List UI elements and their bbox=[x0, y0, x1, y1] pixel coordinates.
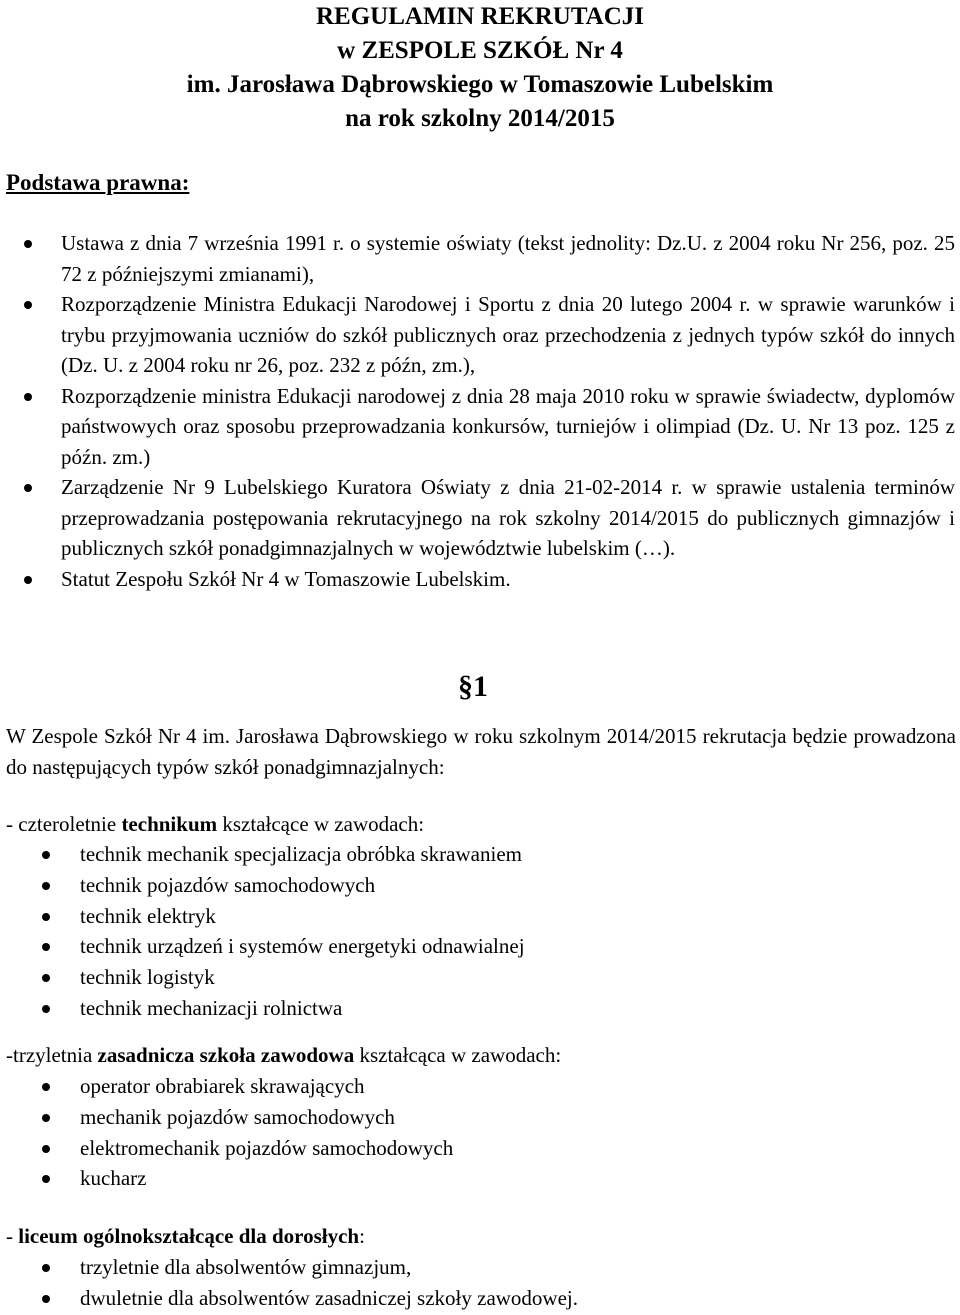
list-item: technik mechanik specjalizacja obróbka skrawaniem bbox=[80, 839, 525, 870]
section-symbol: §1 bbox=[458, 670, 488, 703]
list-item: technik logistyk bbox=[80, 962, 525, 993]
technikum-heading bbox=[6, 809, 424, 839]
zawodowa-heading bbox=[6, 1040, 561, 1070]
liceum-suffix: : bbox=[359, 1224, 365, 1248]
liceum-label: liceum ogólnokształcące dla dorosłych bbox=[18, 1224, 360, 1248]
list-item: elektromechanik pojazdów samochodowych bbox=[80, 1133, 453, 1164]
list-item: technik mechanizacji rolnictwa bbox=[80, 993, 525, 1024]
technikum-list bbox=[80, 839, 525, 1024]
legal-basis-item: Ustawa z dnia 7 września 1991 r. o systemie oświaty (tekst jednolity: Dz.U. z 2004 roku Nr 256, poz. 25 72 z późniejszymi zmianami), bbox=[61, 228, 955, 289]
list-item: mechanik pojazdów samochodowych bbox=[80, 1102, 453, 1133]
zawodowa-list bbox=[80, 1071, 453, 1194]
legal-basis-item: Zarządzenie Nr 9 Lubelskiego Kuratora Oświaty z dnia 21-02-2014 r. w sprawie ustalenia terminów przeprowadzania postępowania rekrutacyjnego na rok szkolny 2014/2015 do publicznych gimnazjów i publicznych szkół ponadgimnazjalnych w województwie lubelskim (…). bbox=[61, 472, 955, 564]
list-item: technik urządzeń i systemów energetyki odnawialnej bbox=[80, 931, 525, 962]
list-item: dwuletnie dla absolwentów zasadniczej szkoły zawodowej. bbox=[80, 1283, 578, 1314]
document-title bbox=[0, 0, 960, 136]
legal-basis-list bbox=[61, 228, 955, 594]
list-item: kucharz bbox=[80, 1163, 453, 1194]
liceum-prefix: - bbox=[6, 1224, 19, 1248]
legal-basis-item: Rozporządzenie Ministra Edukacji Narodowej i Sportu z dnia 20 lutego 2004 r. w sprawie warunków i trybu przyjmowania uczniów do szkół publicznych oraz przechodzenia z jednych typów szkół do innych (Dz. U. z 2004 roku nr 26, poz. 232 z późn, zm.), bbox=[61, 289, 955, 381]
technikum-prefix: - czteroletnie bbox=[6, 812, 122, 836]
section-intro: W Zespole Szkół Nr 4 im. Jarosława Dąbrowskiego w roku szkolnym 2014/2015 rekrutacja będzie prowadzona do następujących typów szkół ponadgimnazjalnych: bbox=[6, 724, 956, 779]
legal-basis-heading: Podstawa prawna: bbox=[6, 170, 190, 195]
title-line-4: na rok szkolny 2014/2015 bbox=[345, 105, 615, 132]
title-line-1: REGULAMIN REKRUTACJI bbox=[315, 3, 645, 30]
zawodowa-label: zasadnicza szkoła zawodowa bbox=[97, 1043, 355, 1067]
zawodowa-suffix: kształcąca w zawodach: bbox=[354, 1043, 562, 1067]
list-item: trzyletnie dla absolwentów gimnazjum, bbox=[80, 1252, 578, 1283]
legal-basis-item: Rozporządzenie ministra Edukacji narodowej z dnia 28 maja 2010 roku w sprawie świadectw, dyplomów państwowych oraz sposobu przeprowadzania konkursów, turniejów i olimpiad (Dz. U. Nr 13 poz. 125 z późn. zm.) bbox=[61, 381, 955, 473]
liceum-list bbox=[80, 1252, 578, 1314]
liceum-heading bbox=[6, 1221, 365, 1251]
technikum-label: technikum bbox=[121, 812, 218, 836]
title-line-3: im. Jarosława Dąbrowskiego w Tomaszowie Lubelskim bbox=[186, 71, 774, 98]
title-line-2: w ZESPOLE SZKÓŁ Nr 4 bbox=[337, 37, 623, 64]
legal-basis-item: Statut Zespołu Szkół Nr 4 w Tomaszowie Lubelskim. bbox=[61, 564, 955, 595]
list-item: technik elektryk bbox=[80, 901, 525, 932]
technikum-suffix: kształcące w zawodach: bbox=[217, 812, 425, 836]
list-item: technik pojazdów samochodowych bbox=[80, 870, 525, 901]
zawodowa-prefix: -trzyletnia bbox=[6, 1043, 98, 1067]
list-item: operator obrabiarek skrawających bbox=[80, 1071, 453, 1102]
